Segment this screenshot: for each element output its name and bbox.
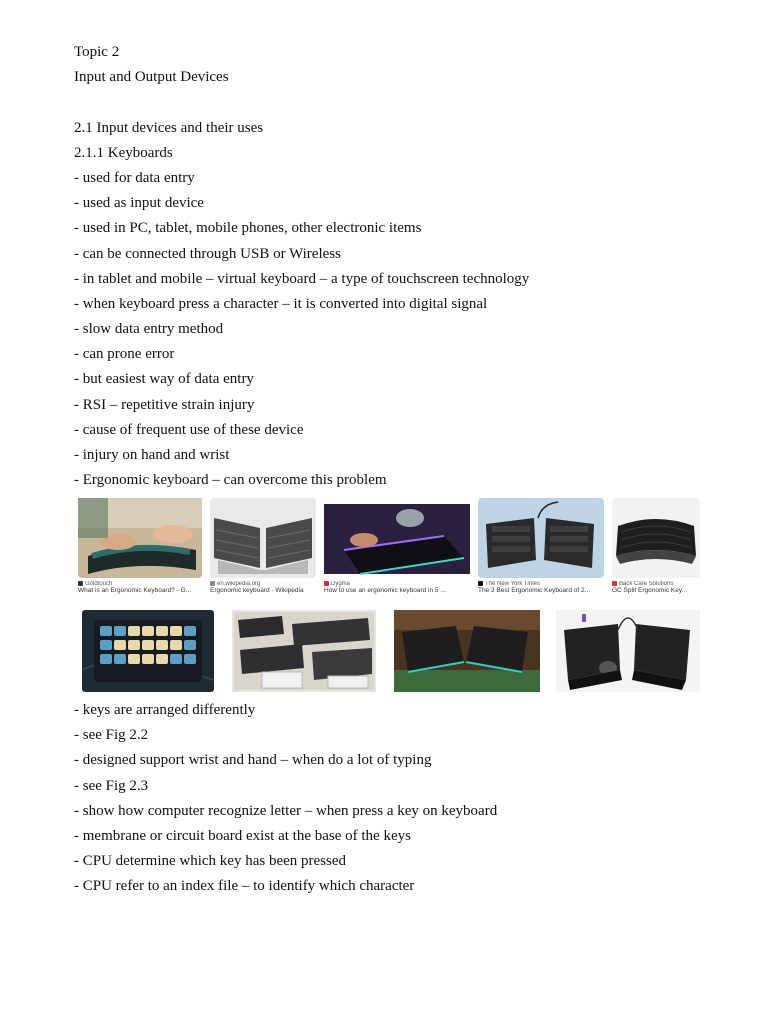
keyboard-image-gallery bbox=[74, 496, 700, 692]
gallery-tile[interactable] bbox=[232, 610, 376, 692]
blank-line bbox=[74, 90, 714, 115]
bullet-line: - membrane or circuit board exist at the base of the keys bbox=[74, 827, 411, 844]
bullet-line: - CPU determine which key has been pressed bbox=[74, 853, 347, 870]
topic-number: Topic 2 bbox=[74, 44, 120, 60]
image-source: Back Care Solutions bbox=[619, 581, 674, 588]
bullet-line: - but easiest way of data entry bbox=[74, 371, 254, 388]
gallery-tile[interactable] bbox=[78, 498, 202, 602]
image-caption bbox=[612, 581, 700, 594]
image-source: en.wikipedia.org bbox=[217, 581, 261, 588]
bullet-line: - see Fig 2.2 bbox=[74, 727, 149, 744]
image-title[interactable]: How to use an ergonomic keyboard in 5 ... bbox=[324, 587, 446, 595]
image-caption bbox=[210, 581, 316, 594]
bullet-line: - Ergonomic keyboard – can overcome this problem bbox=[74, 472, 387, 489]
site-favicon-icon bbox=[78, 581, 83, 586]
ergonomic-keyboard-photo bbox=[210, 498, 316, 578]
bullet-line: - can prone error bbox=[74, 346, 175, 363]
bullet-line: - designed support wrist and hand – when do a lot of typing bbox=[74, 752, 432, 769]
site-favicon-icon bbox=[612, 581, 617, 586]
bullet-line: - can be connected through USB or Wireless bbox=[74, 245, 341, 262]
bullet-line: - in tablet and mobile – virtual keyboard – a type of touchscreen technology bbox=[74, 270, 530, 287]
site-favicon-icon bbox=[478, 581, 483, 586]
site-favicon-icon bbox=[324, 581, 329, 586]
image-caption bbox=[324, 581, 470, 594]
bullet-line: - injury on hand and wrist bbox=[74, 447, 230, 463]
bullet-line: - RSI – repetitive strain injury bbox=[74, 396, 255, 413]
bullet-line: - used in PC, tablet, mobile phones, other electronic items bbox=[74, 220, 422, 237]
ergonomic-keyboard-photo bbox=[82, 610, 214, 692]
image-title[interactable]: What is an Ergonomic Keyboard? - G... bbox=[78, 587, 192, 595]
image-source: Dygma bbox=[331, 581, 351, 588]
image-title[interactable]: GC Split Ergonomic Key... bbox=[612, 587, 688, 595]
ergonomic-keyboard-photo bbox=[556, 610, 700, 692]
bullet-line: - when keyboard press a character – it is converted into digital signal bbox=[74, 295, 488, 312]
bullet-line: - cause of frequent use of these device bbox=[74, 421, 304, 438]
gallery-tile[interactable] bbox=[210, 498, 316, 602]
notes-top bbox=[74, 40, 714, 493]
ergonomic-keyboard-photo bbox=[612, 498, 700, 578]
section-heading: 2.1 Input devices and their uses bbox=[74, 119, 264, 136]
topic-title: Input and Output Devices bbox=[74, 69, 229, 86]
image-source: The New York Times bbox=[485, 581, 541, 588]
bullet-line: - used for data entry bbox=[74, 169, 195, 186]
gallery-tile[interactable] bbox=[324, 498, 470, 602]
subsection-heading: 2.1.1 Keyboards bbox=[74, 144, 173, 161]
image-caption bbox=[78, 581, 202, 594]
gallery-tile[interactable] bbox=[556, 610, 700, 692]
image-caption bbox=[478, 581, 604, 594]
ergonomic-keyboard-photo bbox=[324, 498, 470, 578]
ergonomic-keyboard-photo bbox=[232, 610, 376, 692]
bullet-line: - show how computer recognize letter – when press a key on keyboard bbox=[74, 802, 498, 819]
bullet-line: - used as input device bbox=[74, 195, 204, 212]
ergonomic-keyboard-photo bbox=[394, 610, 540, 692]
gallery-tile[interactable] bbox=[82, 610, 214, 692]
image-title[interactable]: Ergonomic keyboard - Wikipedia bbox=[210, 587, 304, 595]
bullet-line: - slow data entry method bbox=[74, 321, 224, 338]
bullet-line: - CPU refer to an index file – to identify which character bbox=[74, 878, 415, 895]
gallery-tile[interactable] bbox=[478, 498, 604, 602]
site-favicon-icon bbox=[210, 581, 215, 586]
bullet-line: - see Fig 2.3 bbox=[74, 777, 149, 794]
gallery-tile[interactable] bbox=[394, 610, 540, 692]
bullet-line: - keys are arranged differently bbox=[74, 702, 256, 718]
ergonomic-keyboard-photo bbox=[78, 498, 202, 578]
notes-bottom bbox=[74, 698, 714, 900]
image-title[interactable]: The 3 Best Ergonomic Keyboard of 2... bbox=[478, 587, 591, 595]
image-source: Goldtouch bbox=[85, 581, 113, 588]
gallery-tile[interactable] bbox=[612, 498, 700, 602]
ergonomic-keyboard-photo bbox=[478, 498, 604, 578]
